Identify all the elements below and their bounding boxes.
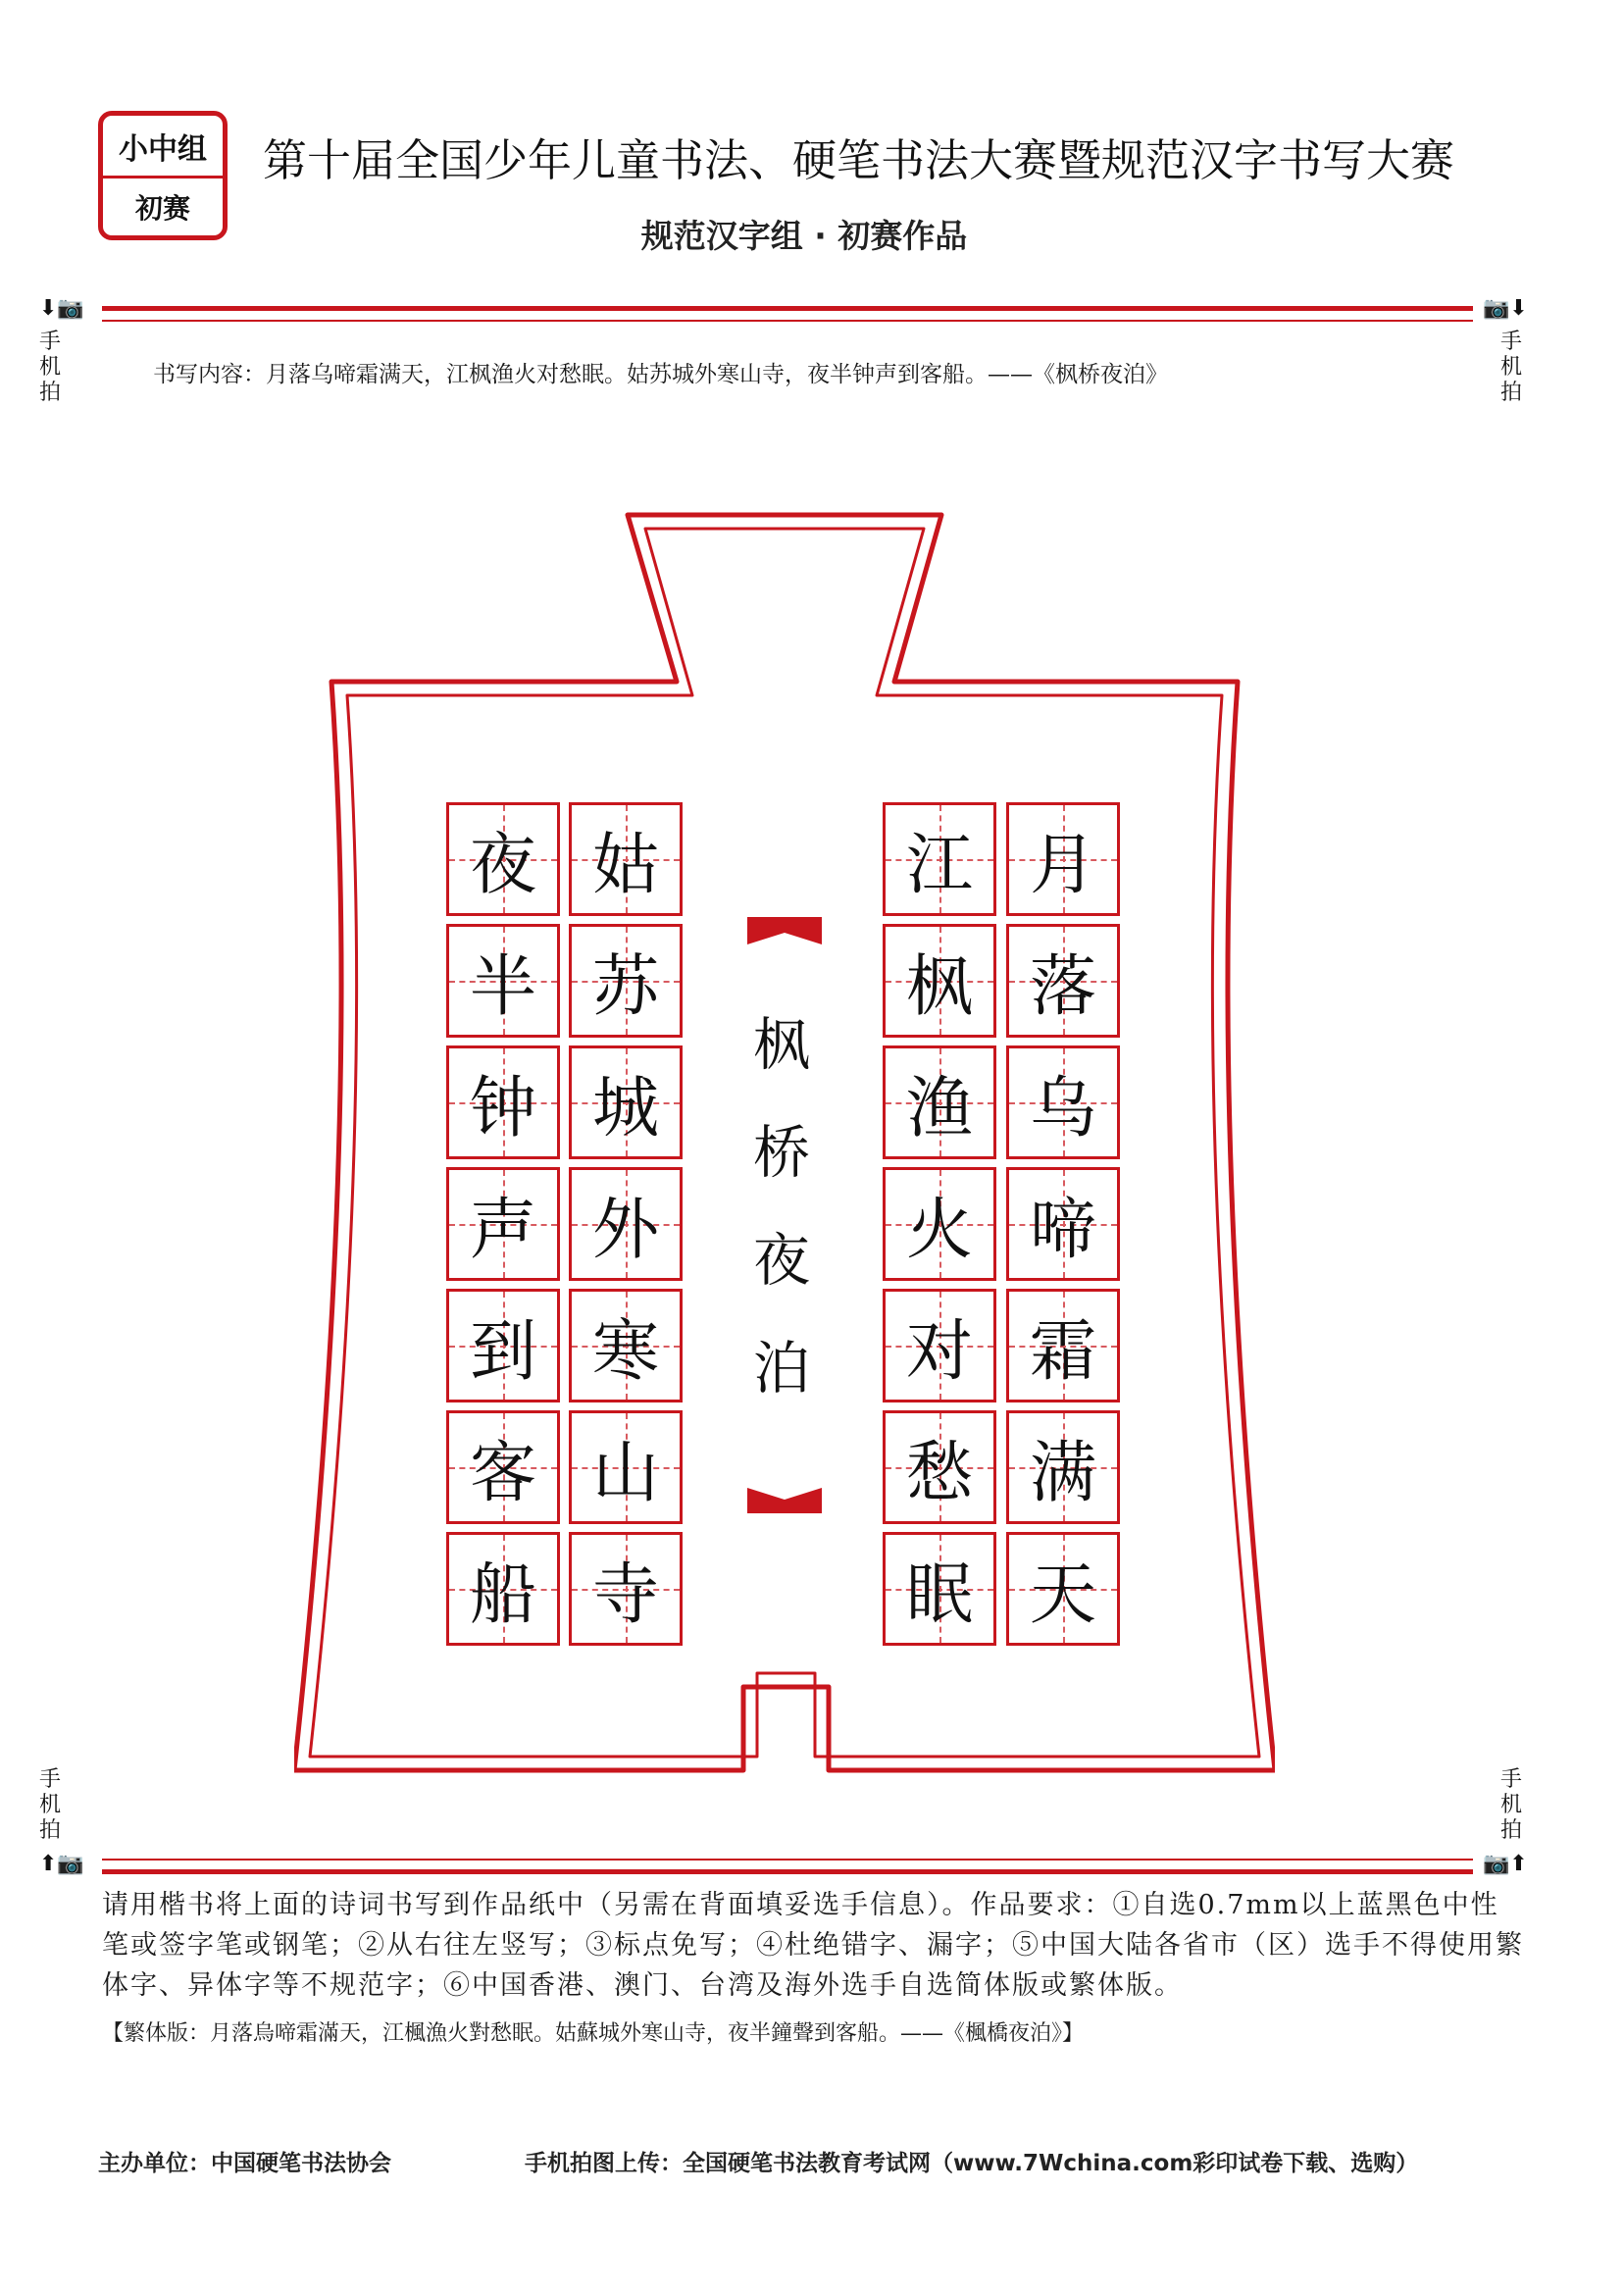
character-cell (883, 1167, 996, 1281)
camera-arrow-icon: ⬇📷 (39, 296, 84, 321)
poem-character: 钟 (469, 1069, 536, 1147)
character-cell (446, 1410, 560, 1524)
bottom-rule-thick (102, 1869, 1473, 1874)
character-cell (446, 1532, 560, 1646)
poem-character: 客 (469, 1434, 536, 1512)
photo-label-char: 机 (38, 1793, 61, 1817)
top-rule-thin (102, 320, 1473, 322)
poem-character: 寺 (591, 1555, 659, 1634)
character-cell (883, 1289, 996, 1402)
writing-content-line: 书写内容：月落乌啼霜满天，江枫渔火对愁眠。姑苏城外寒山寺，夜半钟声到客船。——《枫桥夜泊》 (153, 362, 1168, 387)
character-cell (883, 1532, 996, 1646)
character-cell (1006, 1289, 1120, 1402)
poem-character: 声 (469, 1191, 536, 1269)
character-cell (883, 924, 996, 1038)
poem-character: 啼 (1029, 1191, 1096, 1269)
traditional-version-text: 【繁体版：月落烏啼霜滿天，江楓漁火對愁眠。姑蘇城外寒山寺，夜半鐘聲到客船。——《楓橋夜泊》】 (102, 2021, 1085, 2046)
poem-title-char: 夜 (752, 1227, 810, 1294)
character-cell (569, 1289, 683, 1402)
character-cell (569, 802, 683, 916)
poem-character: 对 (905, 1312, 973, 1391)
top-rule-thick (102, 306, 1473, 311)
character-cell (1006, 1532, 1120, 1646)
poem-character: 城 (591, 1069, 659, 1147)
page-title: 第十届全国少年儿童书法、硬笔书法大赛暨规范汉字书写大赛 (263, 134, 1455, 186)
badge-round-label: 初赛 (134, 192, 190, 225)
organizer-text: 主办单位：中国硬笔书法协会 (98, 2151, 391, 2176)
camera-arrow-icon: 📷⬇ (1483, 296, 1528, 321)
character-cell (446, 1167, 560, 1281)
photo-label-char: 拍 (1499, 381, 1522, 405)
poem-character: 枫 (905, 947, 973, 1026)
poem-character: 火 (905, 1191, 973, 1269)
character-cell (569, 1045, 683, 1159)
character-cell (569, 1410, 683, 1524)
character-cell (569, 924, 683, 1038)
character-cell (883, 802, 996, 916)
character-cell (1006, 802, 1120, 916)
photo-label-char: 手 (38, 1767, 61, 1792)
ribbon-top (747, 917, 822, 944)
badge-group-label: 小中组 (103, 116, 223, 178)
poem-character: 外 (591, 1191, 659, 1269)
photo-label-right-top (1497, 330, 1526, 406)
camera-arrow-icon: ⬆📷 (39, 1852, 84, 1876)
photo-label-char: 手 (1499, 330, 1522, 354)
ribbon-bottom (747, 1488, 822, 1513)
character-cell (1006, 924, 1120, 1038)
photo-label-char: 手 (1499, 1767, 1522, 1792)
upload-info-text: 手机拍图上传：全国硬笔书法教育考试网（www.7Wchina.com彩印试卷下载、选购） (525, 2151, 1419, 2176)
photo-label-right-bottom (1497, 1767, 1526, 1844)
poem-character: 霜 (1029, 1312, 1096, 1391)
poem-character: 月 (1029, 826, 1096, 904)
photo-label-left-top (35, 330, 65, 406)
poem-title-char: 枫 (752, 1011, 810, 1078)
poem-character: 愁 (905, 1434, 973, 1512)
group-badge (98, 111, 228, 240)
camera-arrow-icon: 📷⬆ (1483, 1852, 1528, 1876)
character-cell (446, 924, 560, 1038)
photo-label-char: 手 (38, 330, 61, 354)
poem-character: 眠 (905, 1555, 973, 1634)
photo-label-char: 拍 (1499, 1818, 1522, 1843)
character-cell (1006, 1167, 1120, 1281)
character-cell (1006, 1410, 1120, 1524)
poem-character: 渔 (905, 1069, 973, 1147)
character-cell (446, 1289, 560, 1402)
poem-character: 乌 (1029, 1069, 1096, 1147)
poem-character: 到 (469, 1312, 536, 1391)
poem-character: 寒 (591, 1312, 659, 1391)
character-cell (883, 1045, 996, 1159)
poem-character: 苏 (591, 947, 659, 1026)
character-cell (446, 1045, 560, 1159)
poem-title-char: 泊 (752, 1335, 810, 1402)
photo-label-char: 拍 (38, 1818, 61, 1843)
poem-character: 船 (469, 1555, 536, 1634)
character-cell (1006, 1045, 1120, 1159)
photo-label-left-bottom (35, 1767, 65, 1844)
poem-character: 天 (1029, 1555, 1096, 1634)
character-cell (883, 1410, 996, 1524)
poem-character: 姑 (591, 826, 659, 904)
photo-label-char: 机 (38, 355, 61, 380)
instructions-text: 请用楷书将上面的诗词书写到作品纸中（另需在背面填妥选手信息）。作品要求：①自选0.7mm以上蓝黑色中性笔或签字笔或钢笔；②从右往左竖写；③标点免写；④杜绝错字、漏字；⑤中国大陆各省市（区）选手不得使用繁体字、异体字等不规范字；⑥中国香港、澳门、台湾及海外选手自选简体版或繁体版。 (102, 1890, 1524, 2001)
photo-label-char: 机 (1499, 355, 1522, 380)
poem-title (742, 991, 821, 1422)
poem-character: 夜 (469, 826, 536, 904)
poem-title-char: 桥 (752, 1119, 810, 1186)
character-cell (446, 802, 560, 916)
poem-character: 落 (1029, 947, 1096, 1026)
poem-character: 江 (905, 826, 973, 904)
character-cell (569, 1532, 683, 1646)
poem-character: 山 (591, 1434, 659, 1512)
page-subtitle: 规范汉字组 · 初赛作品 (640, 217, 968, 255)
photo-label-char: 机 (1499, 1793, 1522, 1817)
poem-character: 半 (469, 947, 536, 1026)
bottom-rule-thin (102, 1859, 1473, 1861)
character-cell (569, 1167, 683, 1281)
poem-character: 满 (1029, 1434, 1096, 1512)
photo-label-char: 拍 (38, 381, 61, 405)
